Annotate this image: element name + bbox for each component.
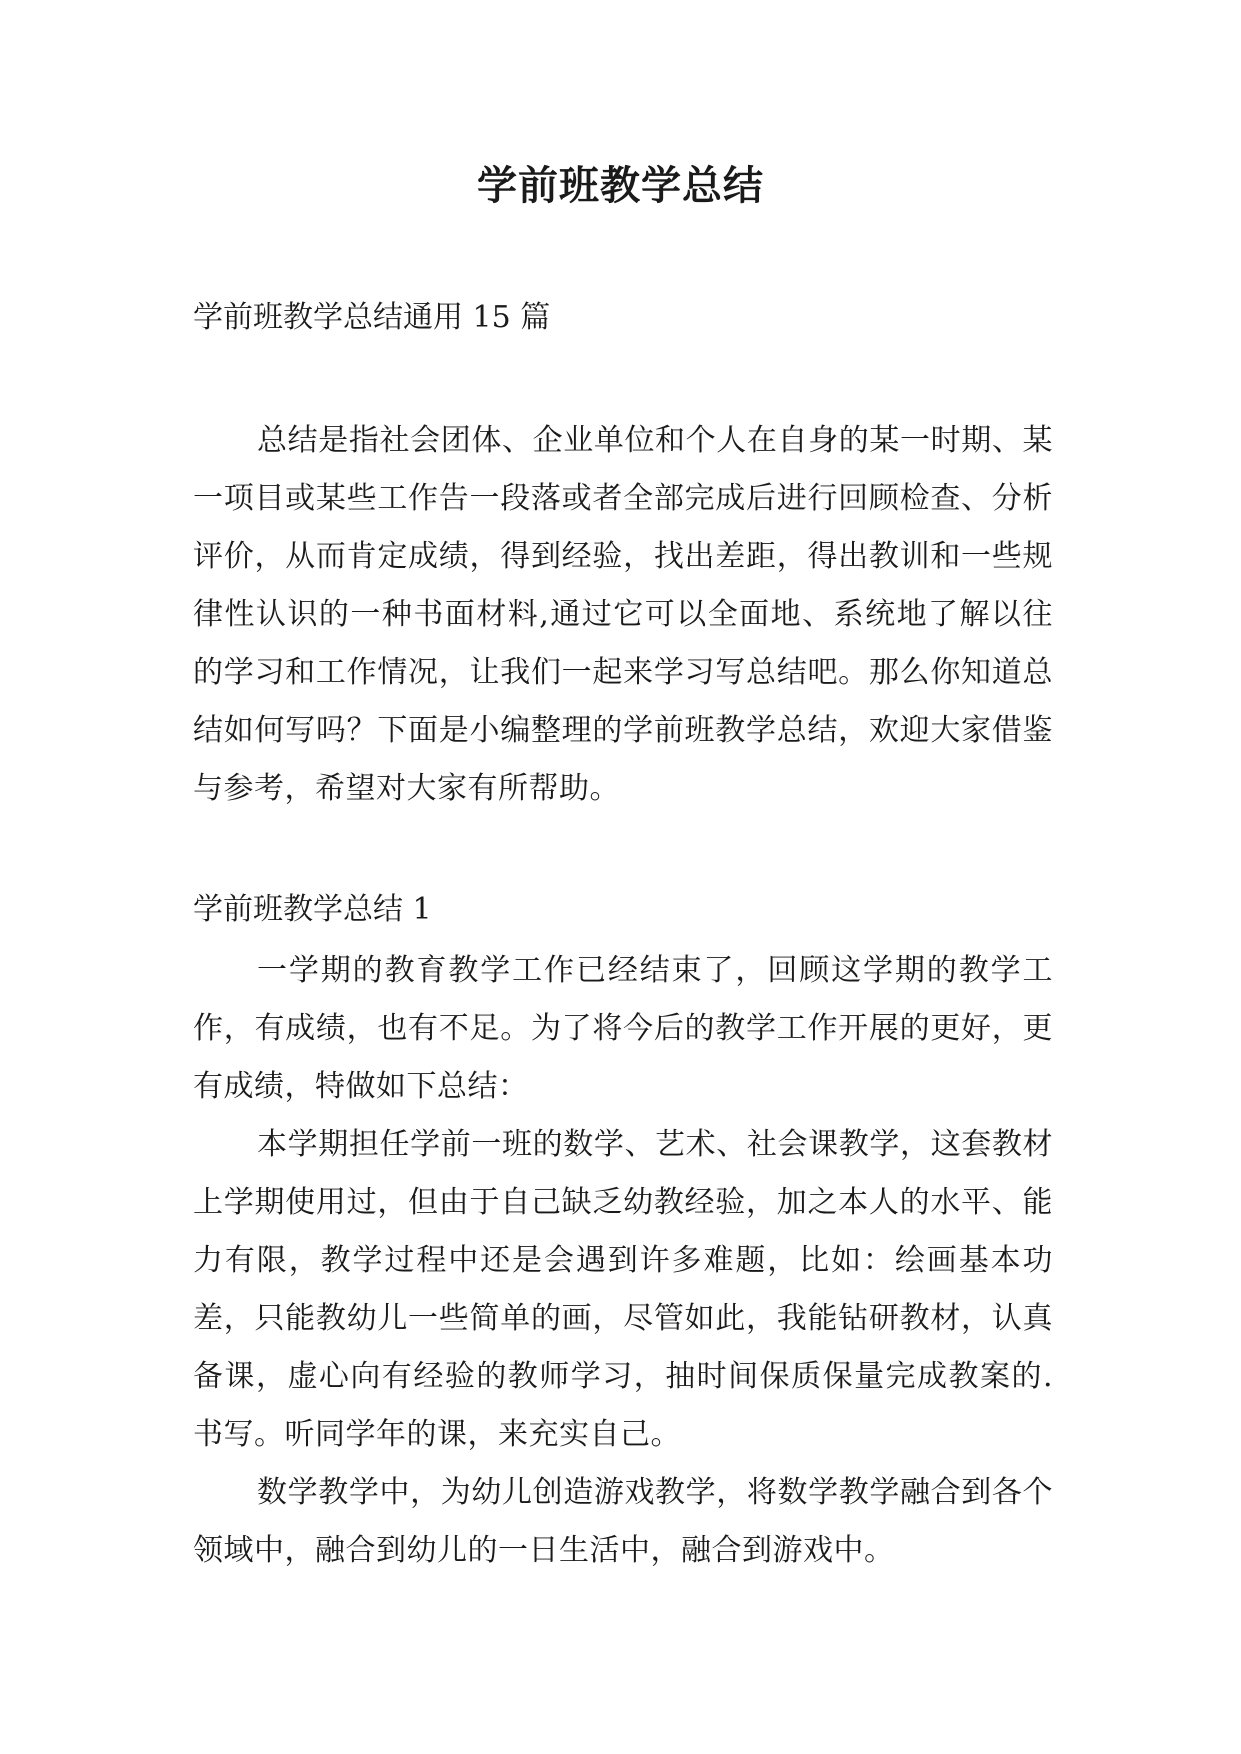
body-paragraph: 数学教学中，为幼儿创造游戏教学，将数学教学融合到各个领域中，融合到幼儿的一日生活中，融合到游戏中。 xyxy=(193,1475,1053,1568)
body-paragraph: 本学期担任学前一班的数学、艺术、社会课教学，这套教材上学期使用过，但由于自己缺乏幼教经验，加之本人的水平、能力有限，教学过程中还是会遇到许多难题，比如：绘画基本功差，只能教幼儿一些简单的画，尽管如此，我能钻研教材，认真备课，虚心向有经验的教师学习，抽时间保质保量完成教案的.书写。听同学年的课，来充实自己。 xyxy=(193,1127,1053,1452)
section-heading: 学前班教学总结 1 xyxy=(193,892,432,927)
spacer xyxy=(193,344,1053,412)
document-subtitle: 学前班教学总结通用 15 篇 xyxy=(193,300,551,335)
spacer xyxy=(193,818,1053,884)
body-paragraph: 一学期的教育教学工作已经结束了，回顾这学期的教学工作，有成绩，也有不足。为了将今后的教学工作开展的更好，更有成绩，特做如下总结： xyxy=(193,953,1053,1104)
intro-paragraph: 总结是指社会团体、企业单位和个人在自身的某一时期、某一项目或某些工作告一段落或者全部完成后进行回顾检查、分析评价，从而肯定成绩，得到经验，找出差距，得出教训和一些规律性认识的一种书面材料,通过它可以全面地、系统地了解以往的学习和工作情况，让我们一起来学习写总结吧。那么你知道总结如何写吗？下面是小编整理的学前班教学总结，欢迎大家借鉴与参考，希望对大家有所帮助。 xyxy=(193,423,1053,806)
document-title: 学前班教学总结 xyxy=(477,163,764,209)
document-body xyxy=(193,292,1053,1580)
